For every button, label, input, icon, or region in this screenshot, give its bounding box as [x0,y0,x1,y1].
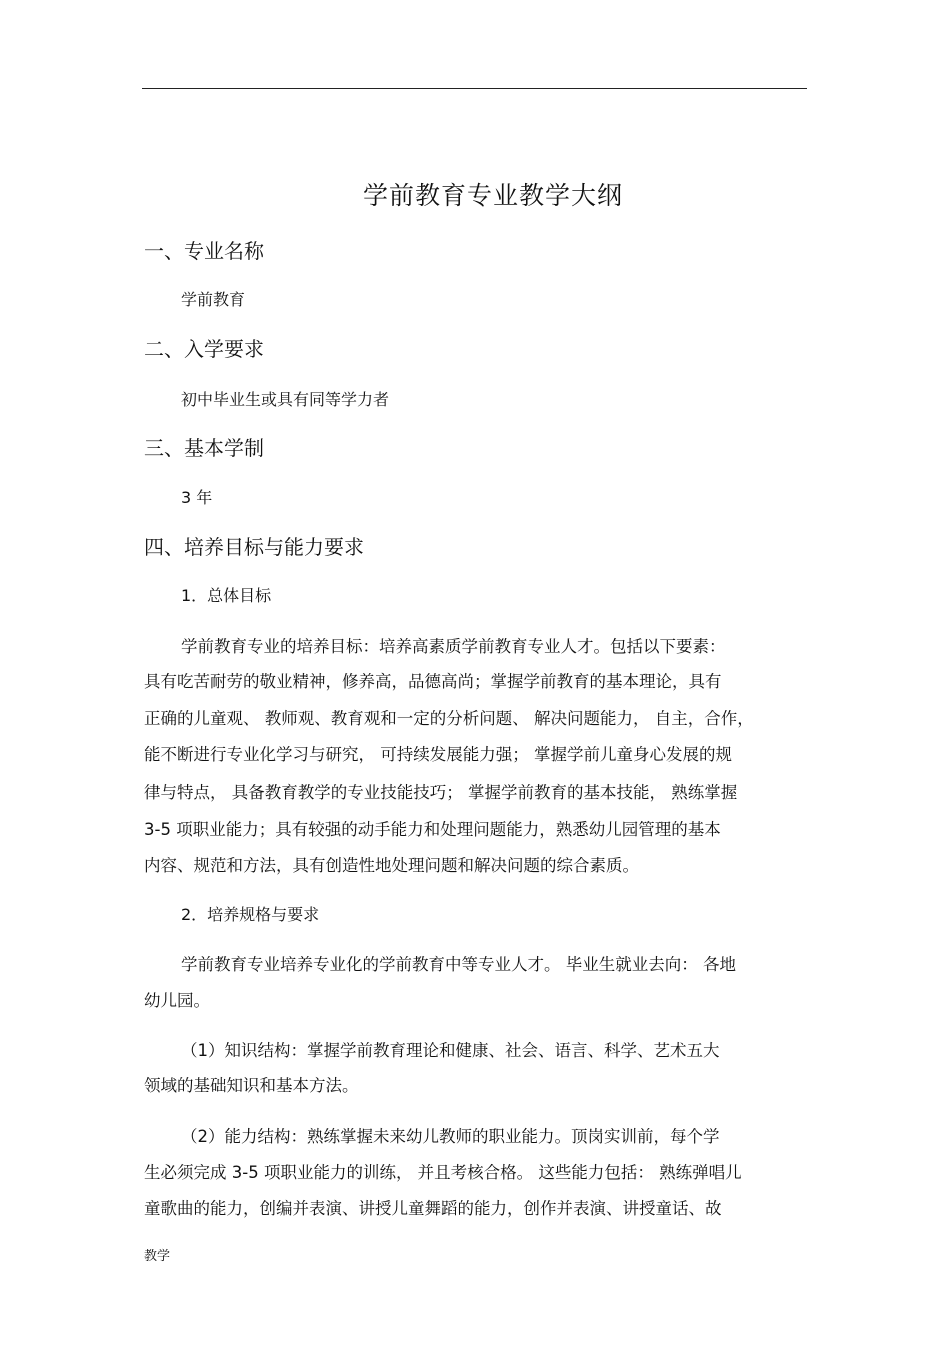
document-title: 学前教育专业教学大纲 [362,181,623,210]
subheading-specifications: 2．培养规格与要求 [181,905,320,924]
paragraph-line: 学前教育专业培养专业化的学前教育中等专业人才。 毕业生就业去向： 各地 [181,955,736,974]
section-heading-admission: 二、入学要求 [144,337,264,361]
paragraph-line: 律与特点， 具备教育教学的专业技能技巧； 掌握学前教育的基本技能， 熟练掌握 [144,783,738,802]
page-footer: 教学 [144,1249,171,1264]
paragraph-line: 3-5 项职业能力；具有较强的动手能力和处理问题能力，熟悉幼儿园管理的基本 [144,820,721,839]
admission-value: 初中毕业生或具有同等学力者 [181,390,390,409]
section-heading-major-name: 一、专业名称 [144,239,264,263]
paragraph-line: 学前教育专业的培养目标：培养高素质学前教育专业人才。包括以下要素： [181,637,726,656]
paragraph-line: 童歌曲的能力，创编并表演、讲授儿童舞蹈的能力，创作并表演、讲授童话、故 [144,1199,722,1218]
paragraph-line: 幼儿园。 [144,991,210,1010]
paragraph-line: 正确的儿童观、 教师观、教育观和一定的分析问题、 解决问题能力， 自主，合作， [144,709,754,728]
section-heading-objectives: 四、培养目标与能力要求 [144,535,364,559]
paragraph-line: 具有吃苦耐劳的敬业精神，修养高，品德高尚；掌握学前教育的基本理论，具有 [144,672,722,691]
section-heading-duration: 三、基本学制 [144,436,264,460]
duration-value: 3 年 [181,488,213,507]
paragraph-line: 能不断进行专业化学习与研究， 可持续发展能力强； 掌握学前儿童身心发展的规 [144,745,732,764]
header-rule [142,88,807,89]
paragraph-line: 生必须完成 3-5 项职业能力的训练， 并且考核合格。 这些能力包括： 熟练弹唱儿 [144,1163,742,1182]
major-name-value: 学前教育 [181,290,246,309]
paragraph-line: 内容、规范和方法，具有创造性地处理问题和解决问题的综合素质。 [144,856,639,875]
paragraph-line: （1）知识结构：掌握学前教育理论和健康、社会、语言、科学、艺术五大 [181,1041,720,1060]
paragraph-line: （2）能力结构：熟练掌握未来幼儿教师的职业能力。顶岗实训前，每个学 [181,1127,720,1146]
subheading-overall-goal: 1．总体目标 [181,586,272,605]
paragraph-line: 领域的基础知识和基本方法。 [144,1076,359,1095]
